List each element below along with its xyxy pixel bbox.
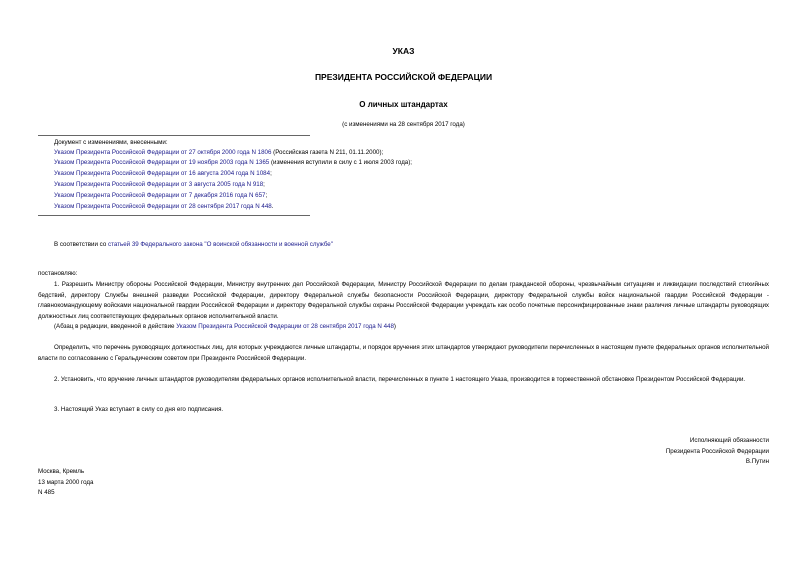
signing-date: 13 марта 2000 года bbox=[38, 478, 94, 486]
doc-type-title: УКАЗ bbox=[392, 46, 415, 56]
issuer-title: ПРЕЗИДЕНТА РОССИЙСКОЙ ФЕДЕРАЦИИ bbox=[314, 72, 493, 82]
signature-block bbox=[666, 436, 769, 468]
amendment-item bbox=[54, 202, 273, 212]
signature-line-2: Президента Российской Федерации bbox=[665, 447, 769, 455]
amendment-link[interactable]: Указом Президента Российской Федерации от 7 декабря 2016 года N 657 bbox=[54, 192, 266, 199]
preamble-prefix: В соответствии со bbox=[54, 241, 108, 248]
amendment-tail: ; bbox=[265, 192, 268, 199]
amendments-intro: Документ с изменениями, внесенными: bbox=[54, 139, 168, 146]
amendment-tail: (Российская газета N 211, 01.11.2000); bbox=[271, 149, 384, 156]
decree-number: N 485 bbox=[38, 489, 55, 496]
document-heading: О личных штандартах bbox=[359, 100, 448, 109]
revision-note: (с изменениями на 28 сентября 2017 года) bbox=[342, 121, 465, 128]
signing-place: Москва, Кремль bbox=[38, 468, 85, 475]
paragraph-1: 1. Разрешить Министру обороны Российской Федерации, Министру внутренних дел Российской Федерации, Министру Российской Федерации по делам гражданской обороны, чрезвычайным ситуациям и ликвидации последствий стихийных бедствий, директору Службы внешней разведки Российской Федерации, директору Федеральной службы безопасности Российской Федерации, директору Федеральной службы войск национальной гвардии Российской Федерации - главнокомандующему войсками национальной гвардии Российской Федерации и директору Федеральной службы охраны Российской Федерации учреждать как особо почетные персонифицированные знаки различия личные штандарты руководящих должностных лиц соответствующих федеральных органов исполнительной власти. bbox=[38, 281, 769, 320]
paragraph-3: 3. Настоящий Указ вступает в силу со дня его подписания. bbox=[54, 406, 224, 413]
paragraph-1b: Определить, что перечень руководящих должностных лиц, для которых учреждаются личные штандарты, и порядок вручения этих штандартов утверждают руководители перечисленных в настоящем пункте федеральных органов исполнительной власти по согласованию с Геральдическим советом при Президенте Российской Федерации. bbox=[38, 344, 769, 362]
note-link[interactable]: Указом Президента Российской Федерации от 28 сентября 2017 года N 448 bbox=[176, 323, 394, 330]
amendment-item bbox=[54, 191, 267, 201]
amendment-tail: (изменения вступили в силу с 1 июля 2003 года); bbox=[269, 159, 413, 166]
amendment-tail: . bbox=[271, 203, 274, 210]
note-prefix: (Абзац в редакции, введенной в действие bbox=[54, 323, 177, 330]
amendments-top-rule bbox=[38, 135, 310, 136]
amendment-item bbox=[54, 158, 412, 168]
signature-line-1: Исполняющий обязанности bbox=[689, 437, 769, 444]
decree-word: постановляю: bbox=[38, 270, 78, 277]
footer-block bbox=[38, 467, 94, 499]
amendment-link[interactable]: Указом Президента Российской Федерации от 16 августа 2004 года N 1084 bbox=[54, 170, 271, 177]
paragraph-1-note bbox=[54, 322, 396, 332]
preamble bbox=[54, 240, 333, 250]
amendment-item bbox=[54, 148, 383, 158]
amendment-link[interactable]: Указом Президента Российской Федерации от 19 ноября 2003 года N 1365 bbox=[54, 159, 270, 166]
amendment-link[interactable]: Указом Президента Российской Федерации от 27 октября 2000 года N 1806 bbox=[54, 149, 272, 156]
amendments-bottom-rule bbox=[38, 215, 310, 216]
law-article-link[interactable]: статьей 39 Федерального закона "О воинской обязанности и военной службе" bbox=[107, 241, 333, 248]
note-suffix: ) bbox=[393, 323, 396, 330]
amendment-item bbox=[54, 180, 265, 190]
amendment-link[interactable]: Указом Президента Российской Федерации от 3 августа 2005 года N 918 bbox=[54, 181, 264, 188]
paragraph-2: 2. Установить, что вручение личных штандартов руководителям федеральных органов исполнительной власти, перечисленных в пункте 1 настоящего Указа, производится в торжественной обстановке Президентом Российской Федерации. bbox=[54, 376, 746, 383]
amendment-tail: ; bbox=[270, 170, 272, 177]
signer-name: В.Путин bbox=[745, 458, 769, 465]
amendment-tail: ; bbox=[263, 181, 265, 188]
amendment-item bbox=[54, 169, 272, 179]
amendment-link[interactable]: Указом Президента Российской Федерации от 28 сентября 2017 года N 448 bbox=[54, 203, 272, 210]
